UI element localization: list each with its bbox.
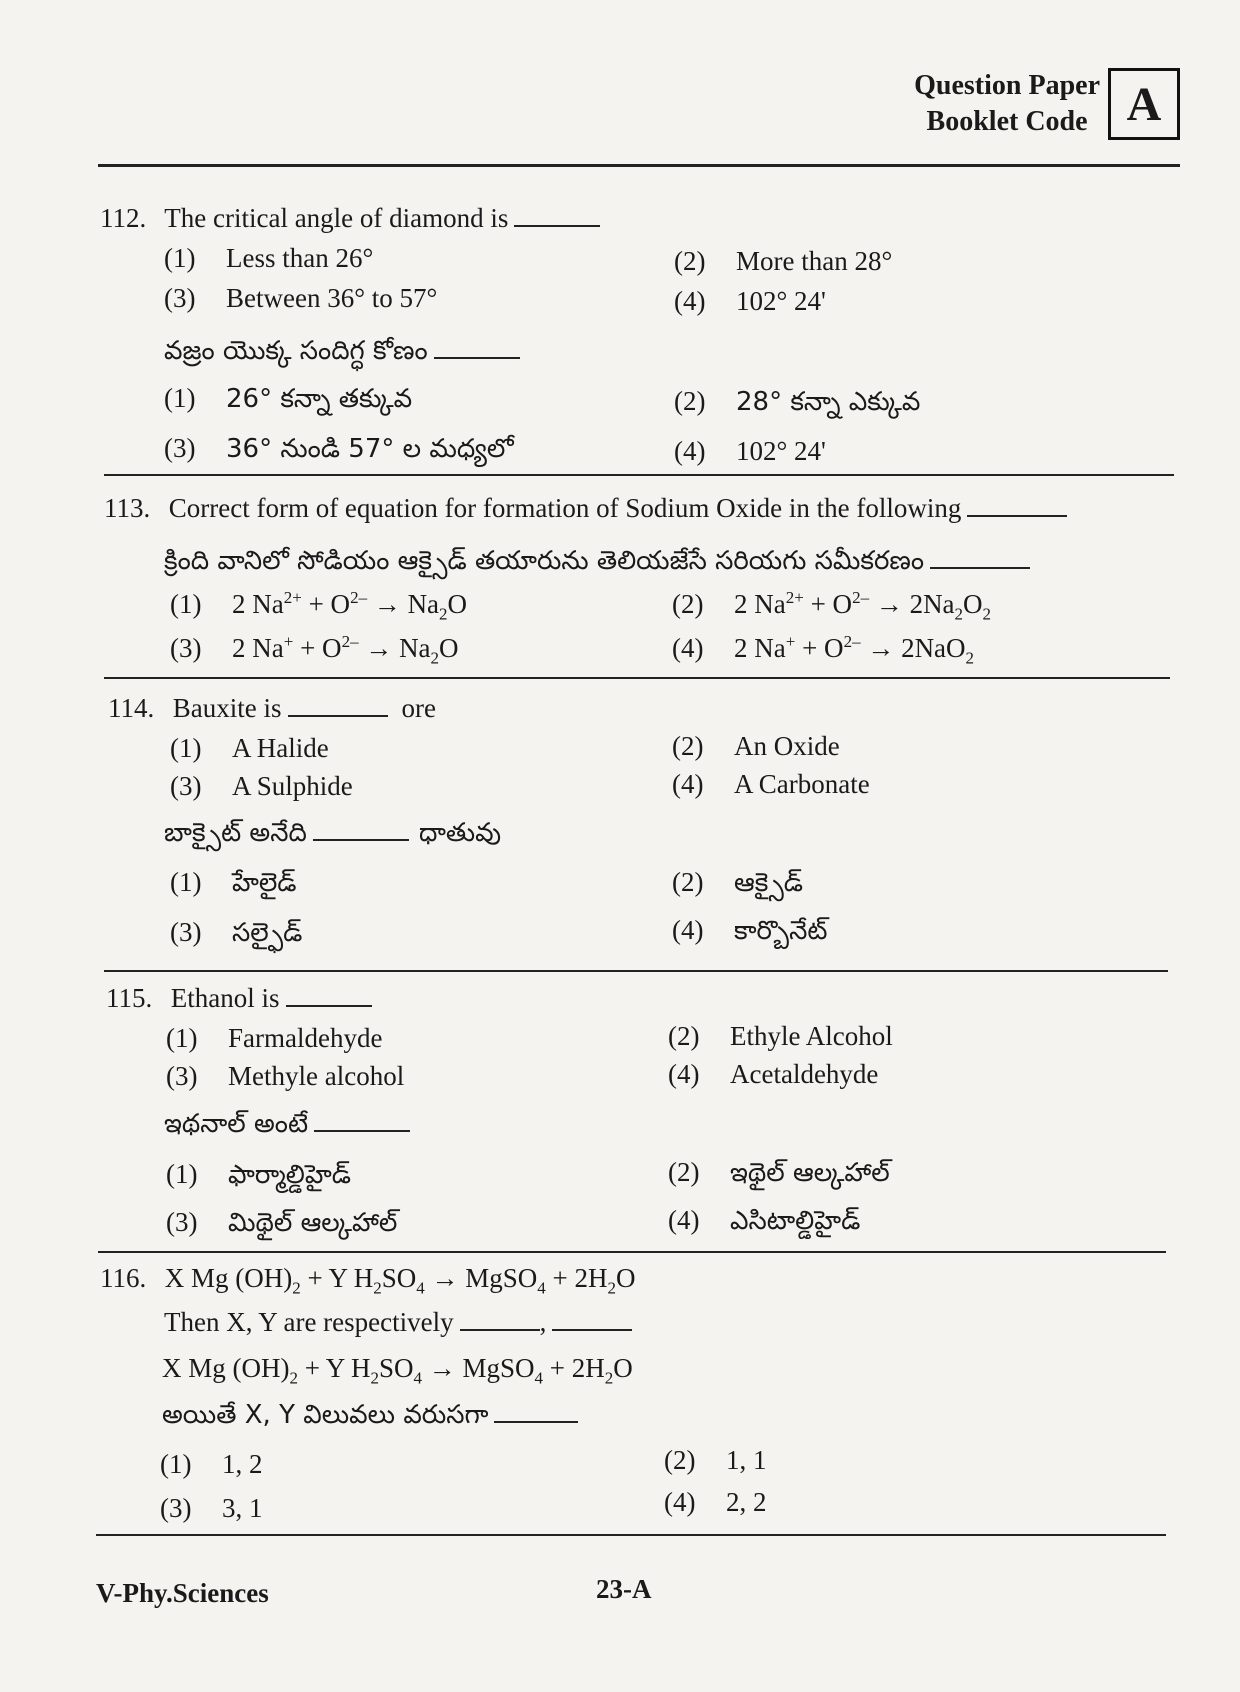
question-text-en: Then X, Y are respectively , xyxy=(164,1304,632,1340)
option-1: (1) 1, 2 xyxy=(160,1449,263,1479)
footer-divider xyxy=(96,1534,1166,1536)
booklet-code-title xyxy=(914,68,1100,140)
option-te-1: (1) ఫార్మాల్డిహైడ్ xyxy=(166,1159,351,1190)
question-text-en: The critical angle of diamond is xyxy=(164,203,509,233)
question-divider xyxy=(98,1251,1166,1253)
option-1: (1) Less than 26° xyxy=(164,243,374,273)
footer-subject: V-Phy.Sciences xyxy=(96,1578,269,1608)
option-2: (2) An Oxide xyxy=(672,731,840,761)
question-number: 114. xyxy=(108,693,155,723)
equation-repeat xyxy=(162,1350,633,1386)
option-4: (4) 102° 24' xyxy=(674,286,826,316)
answer-blank xyxy=(967,493,1067,517)
option-te-3: (3) సల్ఫైడ్ xyxy=(170,917,303,948)
question-115 xyxy=(106,980,372,1016)
option-1: (1) 2 $Na^{2+} + O^{2-} \to Na_2O$ xyxy=(170,588,468,624)
question-113 xyxy=(104,490,1067,526)
question-text-en: Correct form of equation for formation of Sodium Oxide in the following xyxy=(168,493,962,523)
question-divider xyxy=(104,677,1170,679)
answer-blank xyxy=(494,1399,578,1423)
option-3: (3) A Sulphide xyxy=(170,771,353,801)
booklet-code-box: A xyxy=(1108,68,1180,140)
option-te-1: (1) హేలైడ్ xyxy=(170,867,297,898)
question-text-te: వజ్రం యొక్క సందిగ్ధ కోణం xyxy=(164,333,520,369)
question-number: 116. xyxy=(100,1263,147,1293)
option-2: (2) Ethyle Alcohol xyxy=(668,1021,893,1051)
option-te-4: (4) కార్బొనేట్ xyxy=(672,915,828,946)
question-116 xyxy=(100,1260,636,1296)
question-divider xyxy=(104,970,1168,972)
option-3: (3) Methyle alcohol xyxy=(166,1061,405,1091)
equation: 2 $Na^+ + O^{2-} \to 2NaO_2$ xyxy=(734,632,975,668)
option-3: (3) 3, 1 xyxy=(160,1493,263,1523)
question-number: 113. xyxy=(104,493,151,523)
option-1: (1) A Halide xyxy=(170,733,329,763)
option-te-2: (2) ఇథైల్ ఆల్కహాల్ xyxy=(668,1157,890,1188)
question-text-te: బాక్సైట్ అనేది ధాతువు xyxy=(164,818,502,848)
question-number: 115. xyxy=(106,983,153,1013)
option-4: (4) A Carbonate xyxy=(672,769,870,799)
question-text-en: Ethanol is xyxy=(170,983,280,1013)
option-4: (4) Acetaldehyde xyxy=(668,1059,879,1089)
answer-blank xyxy=(460,1307,540,1331)
option-3: (3) 2 $Na^+ + O^{2-} \to Na_2O$ xyxy=(170,632,459,668)
answer-blank xyxy=(288,693,388,717)
option-2: (2) 1, 1 xyxy=(664,1445,767,1475)
option-1: (1) Farmaldehyde xyxy=(166,1023,383,1053)
question-number: 112. xyxy=(100,203,147,233)
question-text-en: Bauxite is xyxy=(172,693,282,723)
title-line-2: Booklet Code xyxy=(926,106,1088,137)
option-te-3: (3) 36° నుండి 57° ల మధ్యలో xyxy=(164,433,514,464)
option-te-2: (2) ఆక్సైడ్ xyxy=(672,867,804,898)
question-112 xyxy=(100,200,600,236)
footer-page-number: 23-A xyxy=(596,1574,652,1604)
option-te-3: (3) మిథైల్ ఆల్కహాల్ xyxy=(166,1207,398,1238)
equation: 2 $Na^+ + O^{2-} \to Na_2O$ xyxy=(232,632,459,668)
option-te-4: (4) 102° 24' xyxy=(674,436,826,466)
question-divider xyxy=(104,474,1174,476)
answer-blank xyxy=(552,1307,632,1331)
option-4: (4) 2 $Na^+ + O^{2-} \to 2NaO_2$ xyxy=(672,632,975,668)
option-2: (2) 2 $Na^{2+} + O^{2-} \to 2Na_2O_2$ xyxy=(672,588,992,624)
question-114: 114. Bauxite is ore xyxy=(108,690,436,726)
option-te-1: (1) 26° కన్నా తక్కువ xyxy=(164,383,413,414)
option-3: (3) Between 36° to 57° xyxy=(164,283,438,313)
option-2: (2) More than 28° xyxy=(674,246,893,276)
answer-blank xyxy=(434,335,520,359)
equation: 2 $Na^{2+} + O^{2-} \to Na_2O$ xyxy=(232,588,468,624)
header-divider xyxy=(98,164,1180,167)
question-text-te: ఇథనాల్ అంటే xyxy=(164,1106,410,1142)
option-te-4: (4) ఎసిటాల్డిహైడ్ xyxy=(668,1205,861,1236)
option-te-2: (2) 28° కన్నా ఎక్కువ xyxy=(674,386,921,417)
equation: X Mg $(OH)_2 + Y$ $H_2SO_4$ → MgSO$_4$ + $2H_2O$ xyxy=(162,1353,633,1388)
answer-blank xyxy=(930,545,1030,569)
option-4: (4) 2, 2 xyxy=(664,1487,767,1517)
equation: X Mg $(OH)_2 + Y$ $H_2SO_4$ → MgSO$_4$ + $2H_2O$ xyxy=(164,1263,636,1298)
answer-blank xyxy=(514,203,600,227)
answer-blank xyxy=(314,1108,410,1132)
question-text-te: క్రింది వానిలో సోడియం ఆక్సైడ్ తయారును తెలియజేసే సరియగు సమీకరణం xyxy=(164,543,1030,579)
answer-blank xyxy=(286,983,372,1007)
equation: 2 $Na^{2+} + O^{2-} \to 2Na_2O_2$ xyxy=(734,588,992,624)
answer-blank xyxy=(313,817,409,841)
title-line-1: Question Paper xyxy=(914,70,1100,101)
question-text-te: అయితే X, Y విలువలు వరుసగా xyxy=(162,1397,578,1433)
